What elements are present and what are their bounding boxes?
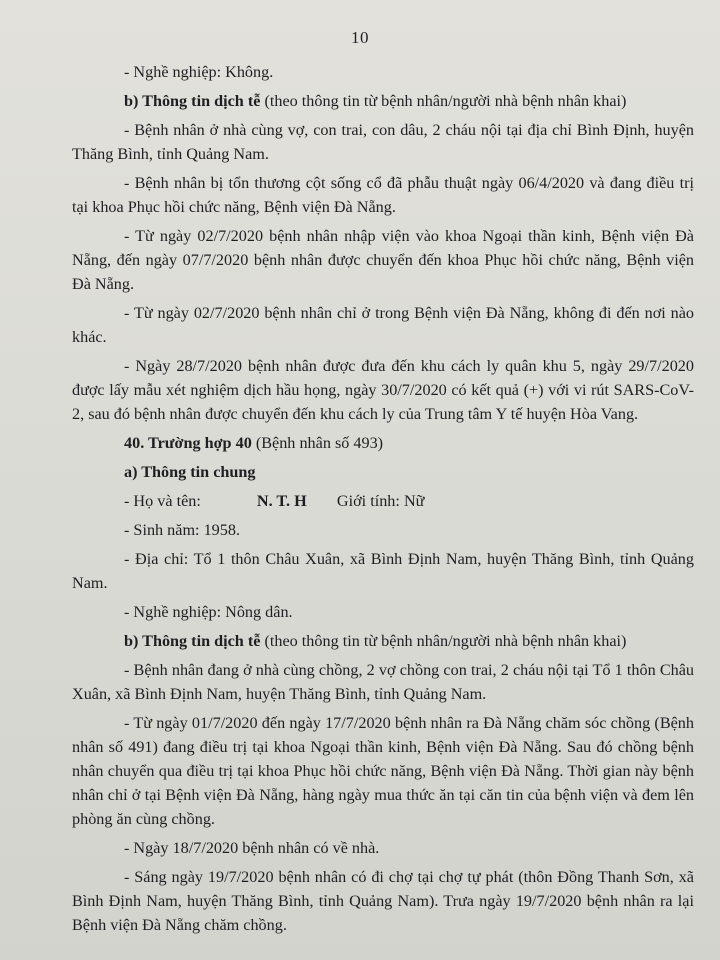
birth-year-line: - Sinh năm: 1958. — [124, 521, 241, 539]
case-heading — [72, 431, 694, 455]
case-heading-bold: 40. Trường hợp 40 — [124, 434, 252, 452]
epidemiology-heading — [72, 89, 694, 113]
paragraph: - Từ ngày 02/7/2020 bệnh nhân nhập viện vào khoa Ngoại thần kinh, Bệnh viện Đà Nẵng, đến ngày 07/7/2020 bệnh nhân được chuyển đến khoa Phục hồi chức năng, Bệnh viện Đà Nẵng. — [72, 227, 694, 293]
occupation-line: - Nghề nghiệp: Nông dân. — [124, 603, 293, 621]
paragraph: - Bệnh nhân bị tổn thương cột sống cổ đã phẫu thuật ngày 06/4/2020 và đang điều trị tại khoa Phục hồi chức năng, Bệnh viện Đà Nẵng. — [72, 174, 694, 216]
paragraph: - Bệnh nhân ở nhà cùng vợ, con trai, con dâu, 2 cháu nội tại địa chỉ Bình Định, huyện Thăng Bình, tỉnh Quảng Nam. — [72, 121, 694, 163]
occupation-line: - Nghề nghiệp: Không. — [124, 63, 274, 81]
epidemiology-heading-rest: (theo thông tin từ bệnh nhân/người nhà bệnh nhân khai) — [260, 632, 627, 650]
general-info-heading-bold: a) Thông tin chung — [124, 463, 256, 481]
paragraph: - Bệnh nhân đang ở nhà cùng chồng, 2 vợ chồng con trai, 2 cháu nội tại Tổ 1 thôn Châu Xuân, xã Bình Định Nam, huyện Thăng Bình, tỉnh Quảng Nam. — [72, 661, 694, 703]
name-gender-line — [72, 489, 694, 513]
paragraph: - Sáng ngày 19/7/2020 bệnh nhân có đi chợ tại chợ tự phát (thôn Đồng Thanh Sơn, xã Bình Định Nam, huyện Thăng Bình, tỉnh Quảng Nam). Trưa ngày 19/7/2020 bệnh nhân ra lại Bệnh viện Đà Nẵng chăm chồng. — [72, 868, 694, 934]
patient-name: N. T. H — [256, 492, 307, 510]
paragraph: - Ngày 18/7/2020 bệnh nhân có về nhà. — [124, 839, 380, 857]
paragraph: - Ngày 28/7/2020 bệnh nhân được đưa đến khu cách ly quân khu 5, ngày 29/7/2020 được lấy mẫu xét nghiệm dịch hầu họng, ngày 30/7/2020 có kết quả (+) với vi rút SARS-CoV-2, sau đó bệnh nhân được chuyển đến khu cách ly của Trung tâm Y tế huyện Hòa Vang. — [72, 357, 694, 423]
epidemiology-heading-rest: (theo thông tin từ bệnh nhân/người nhà bệnh nhân khai) — [260, 92, 627, 110]
gender-text: Giới tính: Nữ — [336, 492, 425, 510]
paragraph: - Từ ngày 02/7/2020 bệnh nhân chỉ ở trong Bệnh viện Đà Nẵng, không đi đến nơi nào khác. — [72, 304, 694, 346]
epidemiology-heading — [72, 629, 694, 653]
address-line: - Địa chỉ: Tổ 1 thôn Châu Xuân, xã Bình Định Nam, huyện Thăng Bình, tỉnh Quảng Nam. — [72, 550, 694, 592]
general-info-heading — [72, 460, 694, 484]
paragraph: - Từ ngày 01/7/2020 đến ngày 17/7/2020 bệnh nhân ra Đà Nẵng chăm sóc chồng (Bệnh nhân số 491) đang điều trị tại khoa Ngoại thần kinh, Bệnh viện Đà Nẵng. Sau đó chồng bệnh nhân chuyển qua điều trị tại khoa Phục hồi chức năng, Bệnh viện Đà Nẵng. Thời gian này bệnh nhân chỉ ở tại Bệnh viện Đà Nẵng, hàng ngày mua thức ăn tại căn tin của bệnh viện và đem lên phòng ăn cùng chồng. — [72, 714, 694, 828]
case-heading-rest: (Bệnh nhân số 493) — [251, 434, 384, 452]
name-label: - Họ và tên: — [124, 492, 205, 510]
page-number: 10 — [351, 28, 369, 47]
epidemiology-heading-bold: b) Thông tin dịch tễ — [124, 92, 261, 110]
epidemiology-heading-bold: b) Thông tin dịch tễ — [124, 632, 261, 650]
document-body — [72, 60, 694, 942]
